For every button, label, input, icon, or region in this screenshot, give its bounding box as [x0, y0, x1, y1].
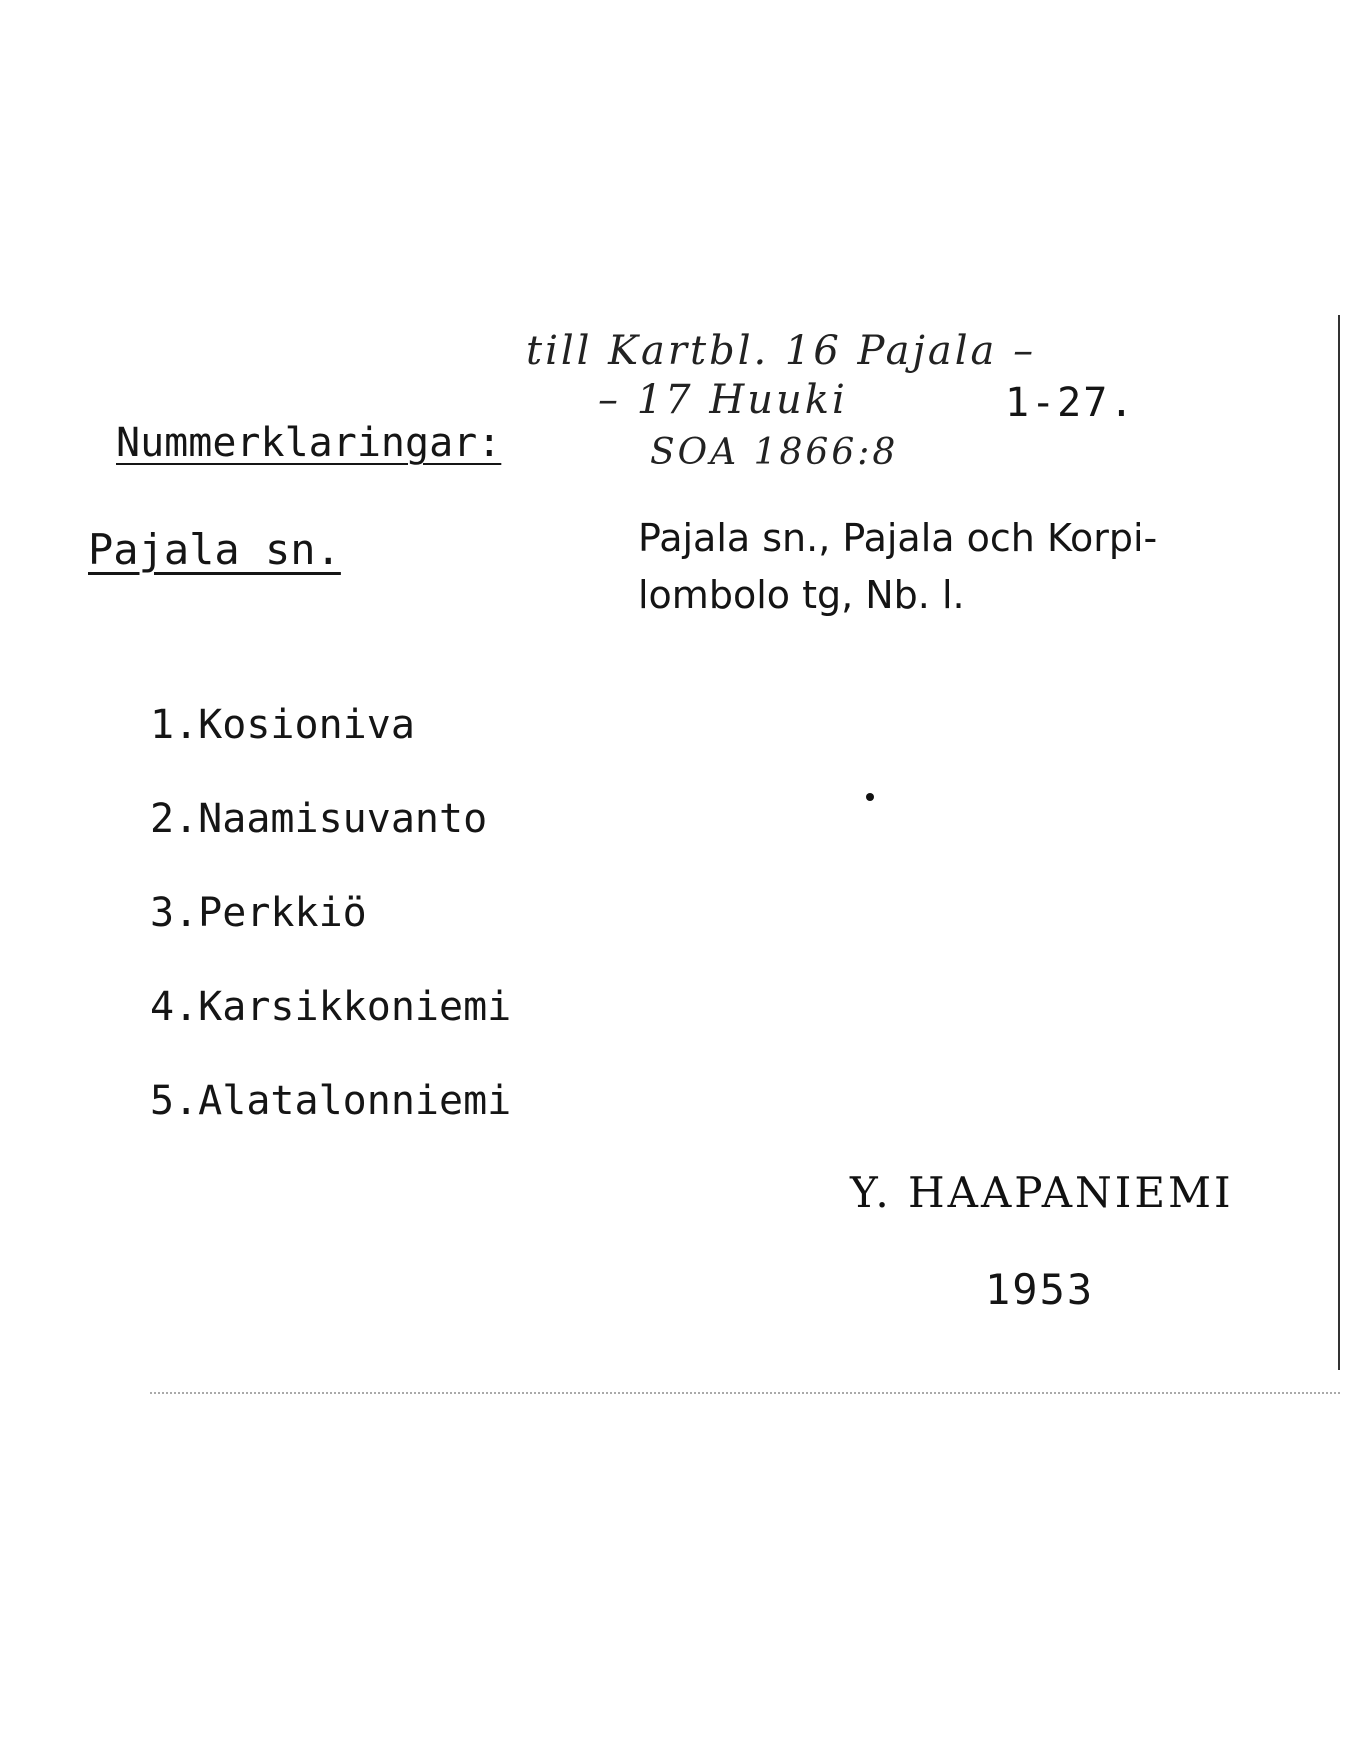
ink-dot [866, 793, 874, 801]
card-number: 1-27. [1005, 380, 1136, 426]
place-name-item: 1.Kosioniva [150, 702, 415, 748]
place-name-item: 3.Perkkiö [150, 890, 367, 936]
handwritten-note-line-2: – 17 Huuki [598, 377, 848, 423]
place-name-item: 5.Alatalonniemi [150, 1078, 512, 1124]
card-year: 1953 [985, 1265, 1095, 1314]
place-name-item: 4.Karsikkoniemi [150, 984, 512, 1030]
card-right-edge [1338, 315, 1340, 1370]
handwritten-note-line-1: till Kartbl. 16 Pajala – [526, 328, 1037, 374]
card-heading: Nummerklaringar: [116, 420, 502, 466]
card-bottom-edge [150, 1392, 1340, 1394]
parish-name: Pajala sn. [88, 525, 341, 574]
author-name: Y. HAAPANIEMI [850, 1168, 1234, 1217]
place-name-item: 2.Naamisuvanto [150, 796, 488, 842]
location-description: Pajala sn., Pajala och Korpi-lombolo tg, Nb. l. [638, 516, 1158, 617]
handwritten-note-line-3: SOA 1866:8 [650, 432, 899, 473]
place-name-list [150, 700, 511, 1170]
